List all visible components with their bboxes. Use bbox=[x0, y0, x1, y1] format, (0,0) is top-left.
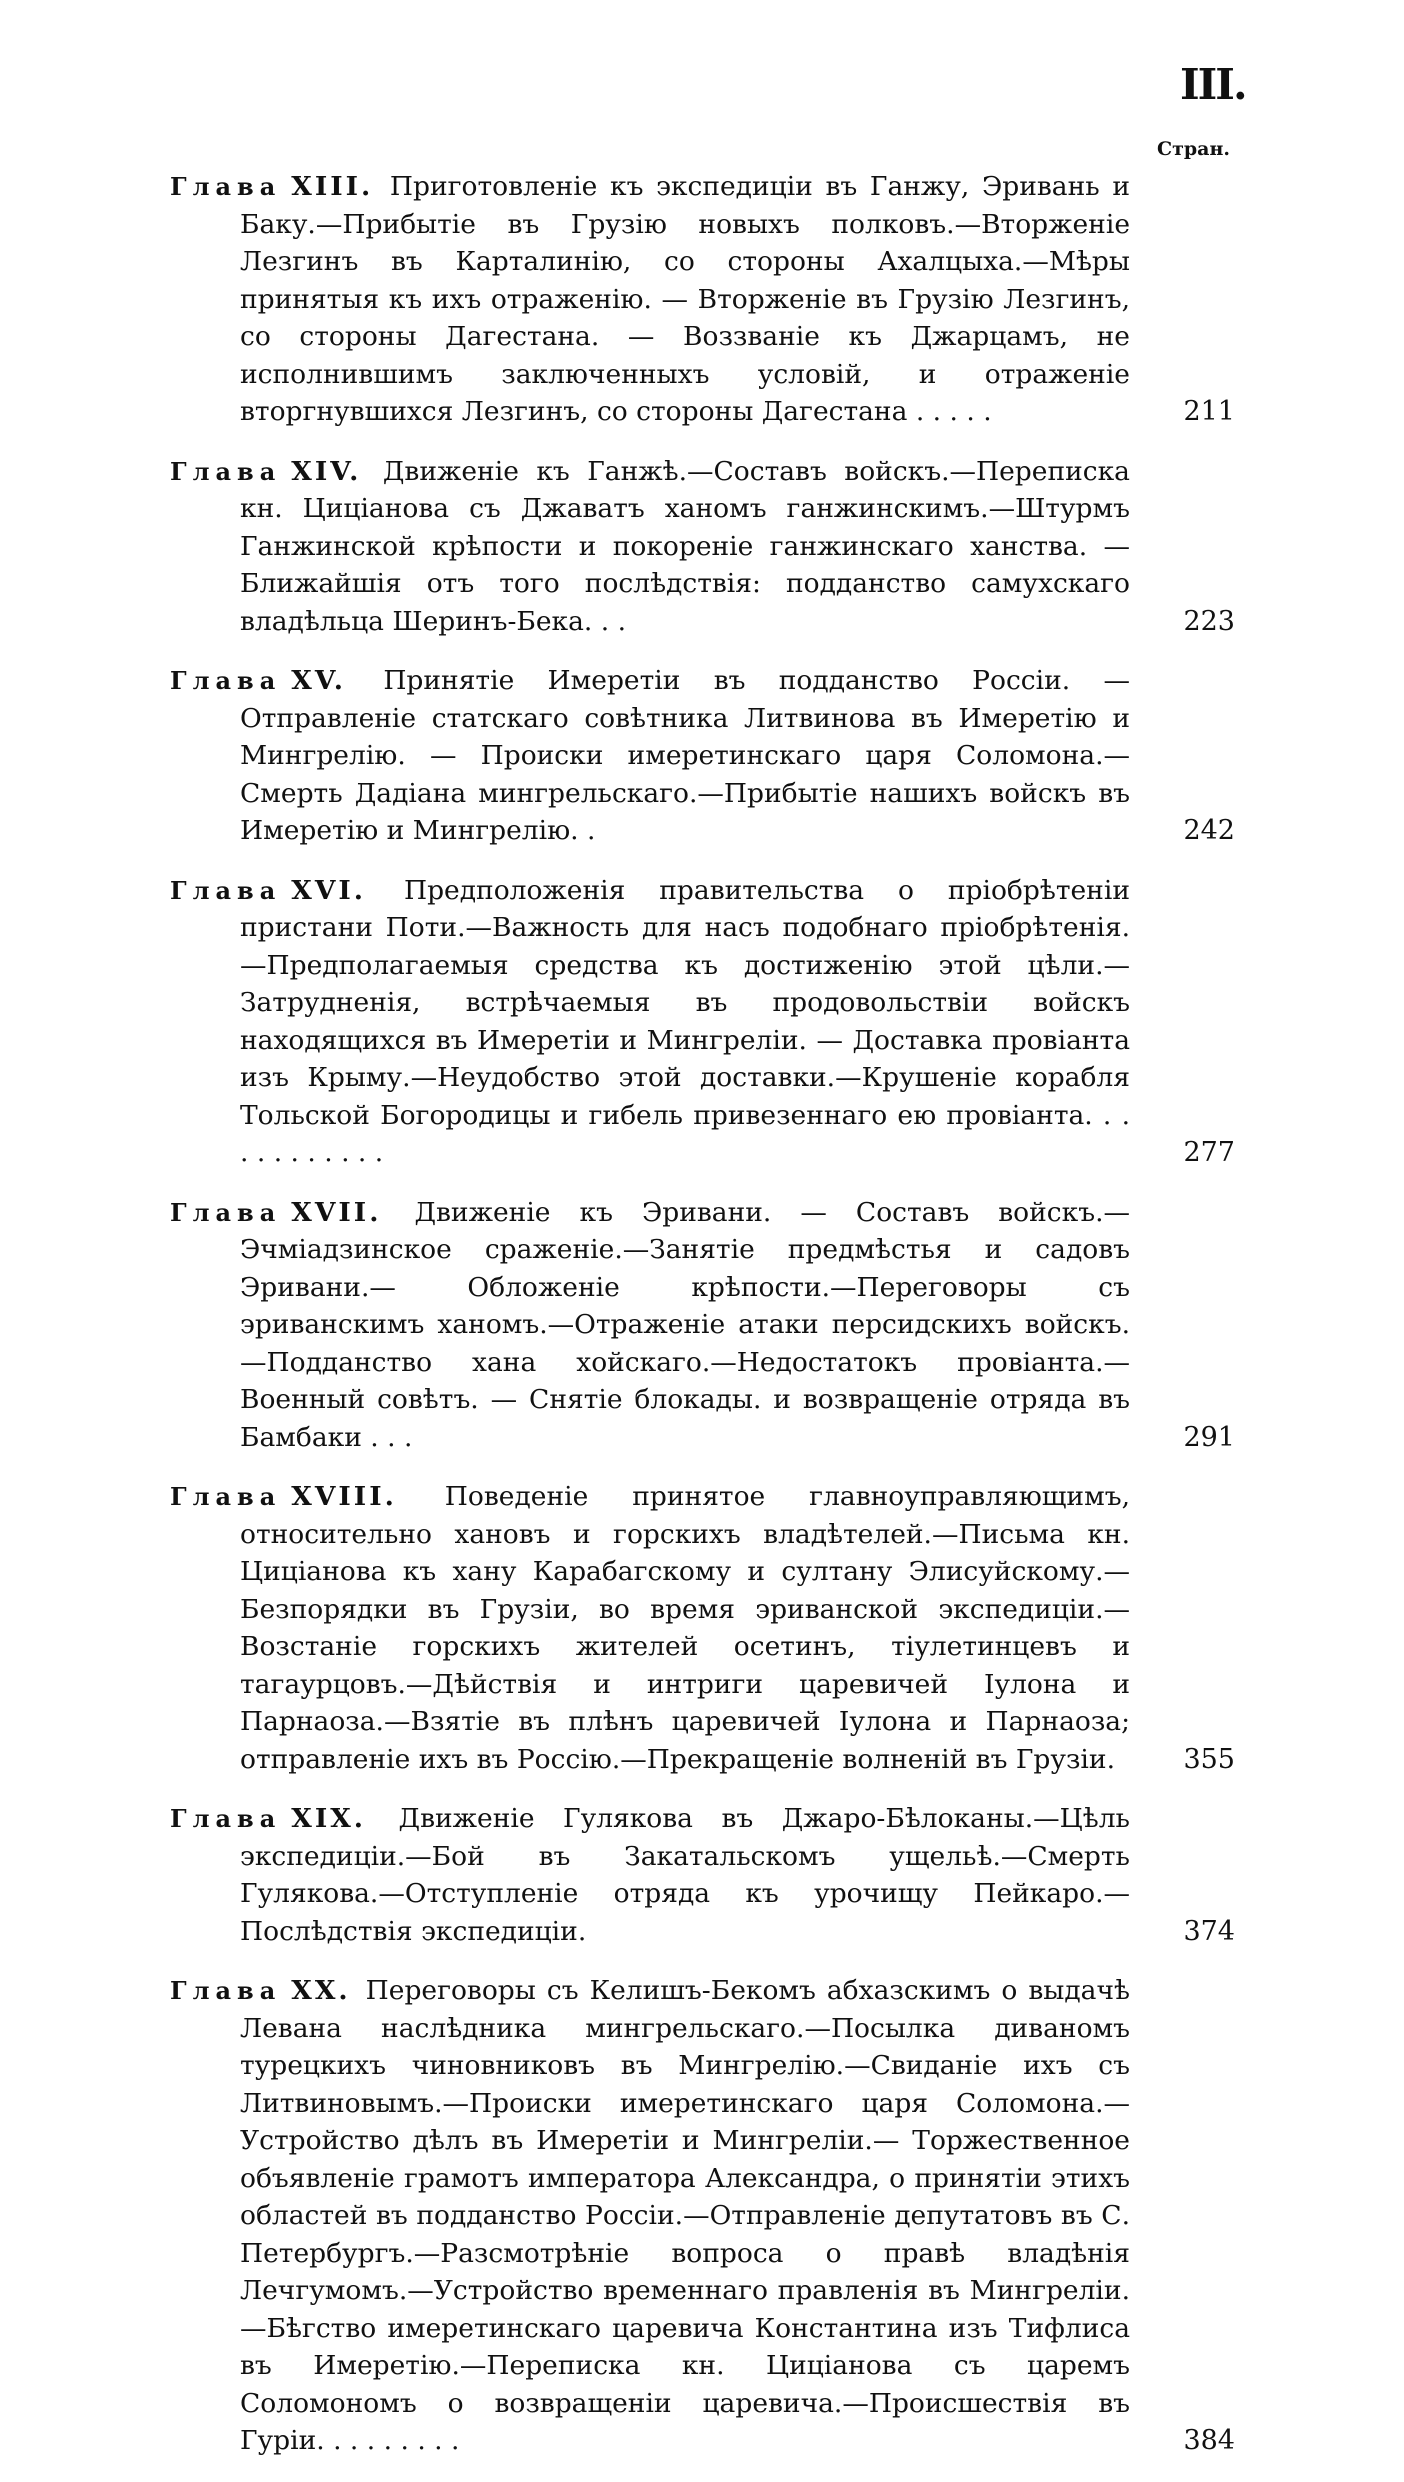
chapter-description: Приготовленіе къ экспедиціи въ Ганжу, Эривань и Баку.—Прибытіе въ Грузію новыхъ полковъ.—Вторженіе Лезгинъ въ Карталинію, со стороны Ахалцыха.—Мѣры принятыя къ ихъ отраженію. — Вторженіе въ Грузію Лезгинъ, со стороны Дагестана. — Воззваніе къ Джарцамъ, не исполнившимъ заключенныхъ условій, и отраженіе вторгнувшихся Лезгинъ, со стороны Дагестана . . . . . bbox=[240, 171, 1130, 427]
chapter-number: XX. bbox=[291, 1975, 351, 2006]
chapter-word: Глава bbox=[170, 1804, 282, 1833]
chapter-description: Поведеніе принятое главноуправляющимъ, относительно хановъ и горскихъ владѣтелей.—Письма кн. Цицiанова къ хану Карабагскому и султану Элисуйскому.—Безпорядки въ Грузіи, во время эриванской экспедиціи.—Возстаніе горскихъ жителей осетинъ, тіулетинцевъ и тагаурцовъ.—Дѣйствія и интриги царевичей Іулона и Парнаоза.—Взятіе въ плѣнъ царевичей Іулона и Парнаоза; отправленіе ихъ въ Россію.—Прекращеніе волненій въ Грузіи. bbox=[240, 1481, 1130, 1775]
chapter-page-number: 277 bbox=[1183, 1137, 1235, 1168]
chapter-description: Предположенія правительства о пріобрѣтеніи пристани Поти.—Важность для насъ подобнаго пріобрѣтенія.—Предполагаемыя средства къ достиженію этой цѣли.—Затрудненія, встрѣчаемыя въ продовольствіи войскъ находящихся въ Имеретіи и Мингреліи. — Доставка провіанта изъ Крыму.—Неудобство этой доставки.—Крушеніе корабля Тольской Богородицы и гибель привезеннаго ею провіанта. . . . . . . . . . . . bbox=[240, 874, 1130, 1168]
chapter-word: Глава bbox=[170, 1482, 282, 1511]
chapter-page-number: 384 bbox=[1183, 2425, 1235, 2456]
toc-entry-text bbox=[170, 1194, 1130, 1457]
toc-entry-text bbox=[170, 872, 1130, 1172]
toc-entry-xvi bbox=[170, 872, 1235, 1172]
toc-entry-xv bbox=[170, 662, 1235, 850]
toc-entry-xvii bbox=[170, 1194, 1235, 1457]
toc-entry-text bbox=[170, 1800, 1130, 1950]
chapter-page-number: 291 bbox=[1183, 1421, 1235, 1453]
toc-entry-text bbox=[170, 1972, 1130, 2460]
chapter-description: Движеніе къ Эривани. — Составъ войскъ.—Эчміадзинское сраженіе.—Занятіе предмѣстья и садовъ Эривани.— Обложеніе крѣпости.—Переговоры съ эриванскимъ ханомъ.—Отраженіе атаки персидскихъ войскъ.—Подданство хана хойскаго.—Недостатокъ провіанта.—Военный совѣтъ. — Снятіе блокады. и возвращеніе отряда въ Бамбаки . . . bbox=[240, 1196, 1130, 1453]
toc-entry-text bbox=[170, 1478, 1130, 1778]
toc-entry-xx bbox=[170, 1972, 1235, 2460]
table-of-contents bbox=[170, 168, 1235, 2482]
chapter-description: Движеніе Гулякова въ Джаро-Бѣлоканы.—Цѣль экспедиціи.—Бой въ Закатальскомъ ущельѣ.—Смерть Гулякова.—Отступленіе отряда къ урочищу Пейкаро.—Послѣдствія экспедиціи. bbox=[240, 1803, 1130, 1947]
toc-entry-text bbox=[170, 662, 1130, 850]
toc-entry-xviii bbox=[170, 1478, 1235, 1778]
toc-entry-text bbox=[170, 453, 1130, 641]
page-number: III. bbox=[1180, 60, 1246, 109]
toc-entry-xix bbox=[170, 1800, 1235, 1950]
chapter-word: Глава bbox=[170, 666, 282, 695]
chapter-description: Принятіе Имеретіи въ подданство Россіи. — Отправленіе статскаго совѣтника Литвинова въ Имеретію и Мингрелію. — Происки имеретинскаго царя Соломона.—Смерть Дадіана мингрельскаго.—Прибытіе нашихъ войскъ въ Имеретію и Мингрелію. . bbox=[240, 665, 1130, 846]
chapter-word: Глава bbox=[170, 1197, 282, 1227]
chapter-page-number: 355 bbox=[1183, 1743, 1235, 1775]
chapter-description: Движеніе къ Ганжѣ.—Составъ войскъ.—Переписка кн. Цицiанова съ Джаватъ ханомъ ганжинскимъ.—Штурмъ Ганжинской крѣпости и покореніе ганжинскаго ханства. — Ближайшія отъ того послѣдствія: подданство самухскаго владѣльца Шеринъ-Бека. . . bbox=[240, 455, 1130, 637]
chapter-word: Глава bbox=[170, 172, 282, 201]
chapter-number: XVII. bbox=[291, 1196, 382, 1228]
chapter-word: Глава bbox=[170, 456, 282, 486]
toc-entry-text bbox=[170, 168, 1130, 431]
toc-entry-xiii bbox=[170, 168, 1235, 431]
chapter-number: XVIII. bbox=[291, 1481, 397, 1512]
page-column-label: Стран. bbox=[1156, 138, 1230, 160]
toc-entry-xiv bbox=[170, 453, 1235, 641]
chapter-word: Глава bbox=[170, 1976, 282, 2005]
chapter-number: XV. bbox=[291, 665, 346, 696]
chapter-page-number: 211 bbox=[1183, 396, 1235, 427]
chapter-page-number: 223 bbox=[1183, 605, 1235, 637]
chapter-word: Глава bbox=[170, 875, 282, 905]
chapter-page-number: 242 bbox=[1183, 815, 1235, 846]
chapter-number: XIII. bbox=[291, 171, 374, 202]
chapter-number: XIX. bbox=[291, 1803, 367, 1834]
chapter-number: XVI. bbox=[291, 874, 367, 906]
chapter-description: Переговоры съ Келишъ-Бекомъ абхазскимъ о выдачѣ Левана наслѣдника мингрельскаго.—Посылка диваномъ турецкихъ чиновниковъ въ Мингрелію.—Свиданіе ихъ съ Литвиновымъ.—Происки имеретинскаго царя Соломона.—Устройство дѣлъ въ Имеретіи и Мингреліи.— Торжественное объявленіе грамотъ императора Александра, о принятіи этихъ областей въ подданство Россіи.—Отправленіе депутатовъ въ С. Петербургъ.—Разсмотрѣніе вопроса о правѣ владѣнія Лечгумомъ.—Устройство временнаго правленія въ Мингреліи.—Бѣгство имеретинскаго царевича Константина изъ Тифлиса въ Имеретію.—Переписка кн. Цицiанова съ царемъ Соломономъ о возвращеніи царевича.—Происшествія въ Гуріи. . . . . . . . . bbox=[240, 1975, 1130, 2456]
chapter-page-number: 374 bbox=[1183, 1915, 1235, 1947]
chapter-number: XIV. bbox=[291, 455, 362, 487]
